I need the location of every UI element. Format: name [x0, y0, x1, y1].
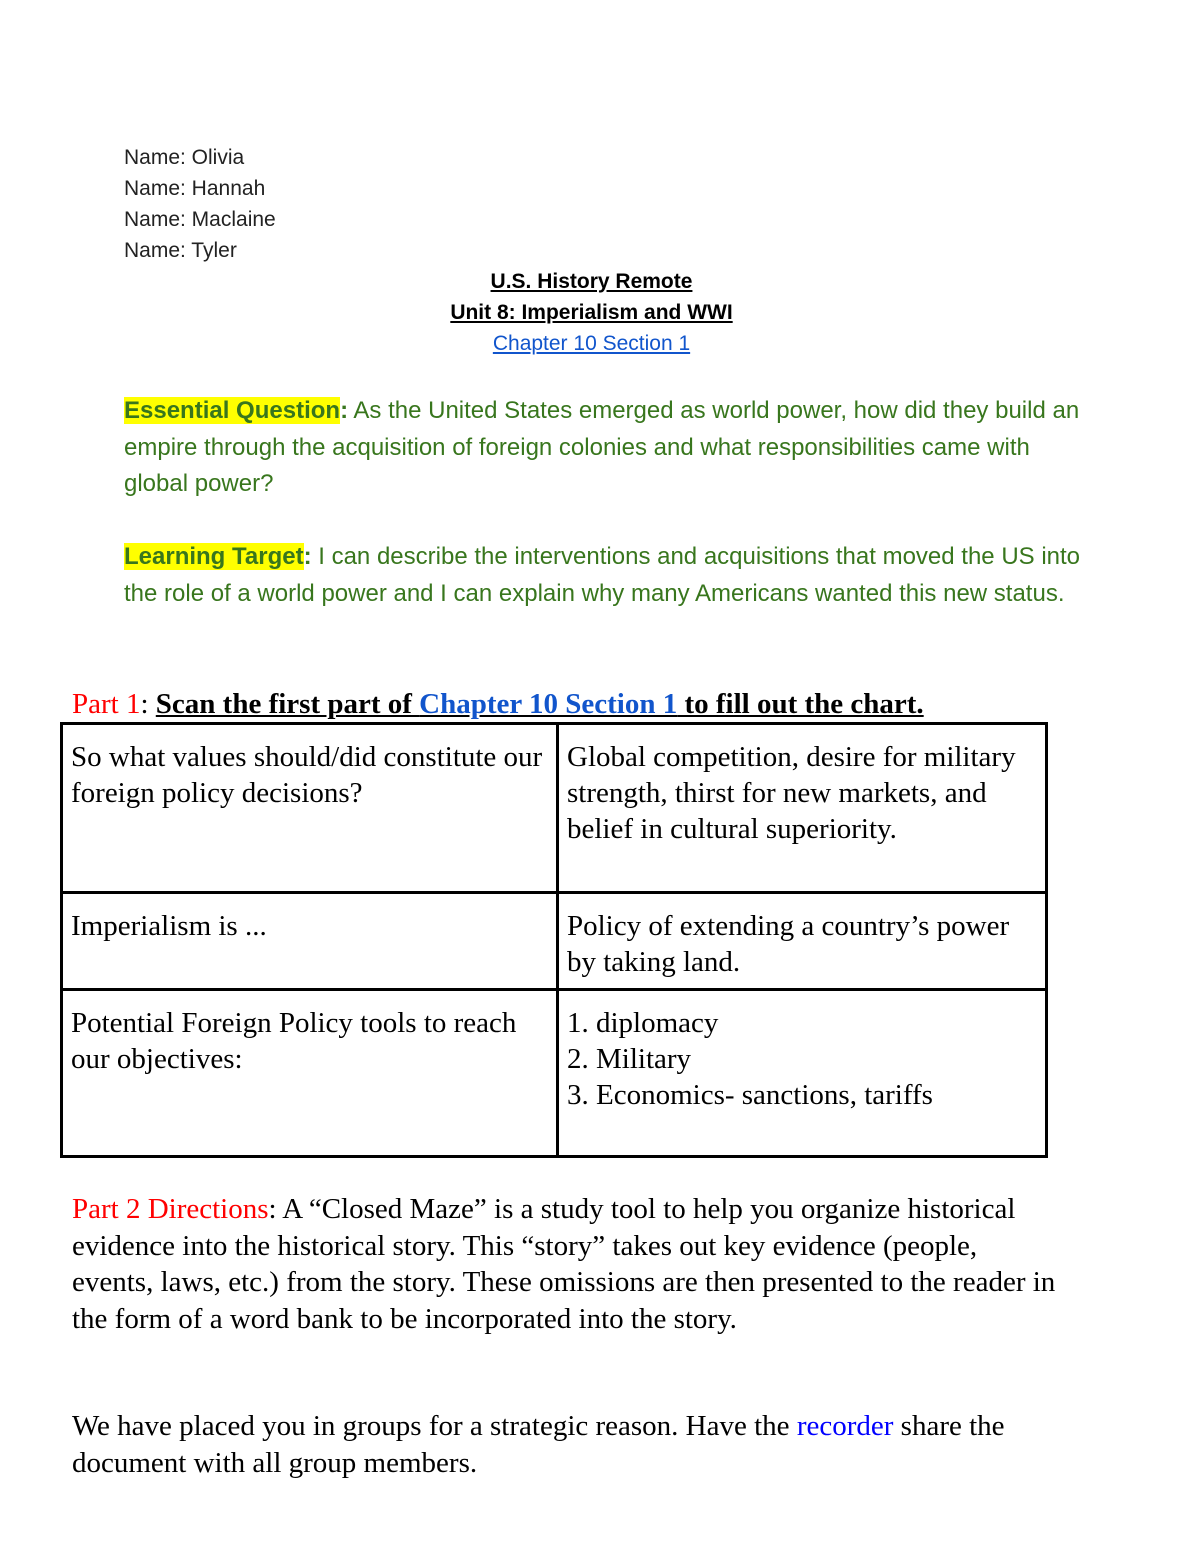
part1-label: Part 1	[72, 688, 141, 720]
learning-target-text: I can describe the interventions and acquisitions that moved the US into the role of a world power and I can explain why many Americans wanted this new status.	[124, 543, 1081, 607]
table-row	[62, 990, 1047, 1157]
chart-question-cell: Potential Foreign Policy tools to reach our objectives:	[62, 990, 558, 1157]
student-names	[124, 142, 276, 266]
learning-target	[124, 539, 1084, 612]
part1-colon: :	[140, 688, 156, 720]
part1-heading	[72, 686, 924, 722]
table-row	[62, 724, 1047, 893]
groups-text-after: share the document with all group members.	[72, 1410, 1005, 1479]
groups-text-before: We have placed you in groups for a strategic reason. Have the	[72, 1410, 797, 1442]
name-line-3: Name: Maclaine	[124, 208, 276, 231]
part1-instruction	[156, 688, 924, 720]
learning-target-colon: :	[303, 543, 312, 570]
answer-line-1: 1. diplomacy	[567, 1007, 719, 1039]
part1-chapter-link[interactable]: Chapter 10 Section 1	[419, 688, 678, 720]
answer-line-2: 2. Military	[567, 1043, 692, 1075]
chart-answer-cell[interactable]: Global competition, desire for military strength, thirst for new markets, and belief in cultural superiority.	[558, 724, 1047, 893]
name-line-1: Name: Olivia	[124, 146, 245, 169]
course-title: U.S. History Remote	[490, 270, 693, 293]
chart-answer-cell[interactable]	[558, 990, 1047, 1157]
learning-target-label: Learning Target	[124, 543, 304, 570]
part2-label: Part 2 Directions	[72, 1193, 269, 1225]
table-row	[62, 893, 1047, 990]
chart-question-cell: Imperialism is ...	[62, 893, 558, 990]
name-line-4: Name: Tyler	[124, 239, 237, 262]
answer-line-3: 3. Economics- sanctions, tariffs	[567, 1079, 933, 1111]
part1-text-after: to fill out the chart.	[677, 688, 924, 720]
part2-colon: :	[268, 1193, 277, 1225]
unit-title: Unit 8: Imperialism and WWI	[450, 301, 733, 324]
essential-question-label: Essential Question	[124, 397, 341, 424]
chart-answer-cell[interactable]: Policy of extending a country’s power by taking land.	[558, 893, 1047, 990]
part2-text: A “Closed Maze” is a study tool to help you organize historical evidence into the historical story. This “story” takes out key evidence (people, events, laws, etc.) from the story. These omissions are then presented to the reader in the form of a word bank to be incorporated into the story.	[72, 1193, 1056, 1335]
recorder-highlight: recorder	[796, 1410, 894, 1442]
name-line-2: Name: Hannah	[124, 177, 266, 200]
fill-in-chart	[60, 722, 1048, 1158]
chapter-link[interactable]: Chapter 10 Section 1	[492, 332, 691, 355]
part2-directions	[72, 1191, 1062, 1337]
essential-question-colon: :	[340, 397, 349, 424]
essential-question-text: As the United States emerged as world power, how did they build an empire through the acquisition of foreign colonies and what responsibilities came with global power?	[124, 397, 1080, 497]
essential-question	[124, 393, 1084, 503]
document-header	[0, 266, 1183, 359]
groups-paragraph	[72, 1408, 1062, 1481]
part1-text-before: Scan the first part of	[155, 688, 420, 720]
chart-question-cell: So what values should/did constitute our foreign policy decisions?	[62, 724, 558, 893]
